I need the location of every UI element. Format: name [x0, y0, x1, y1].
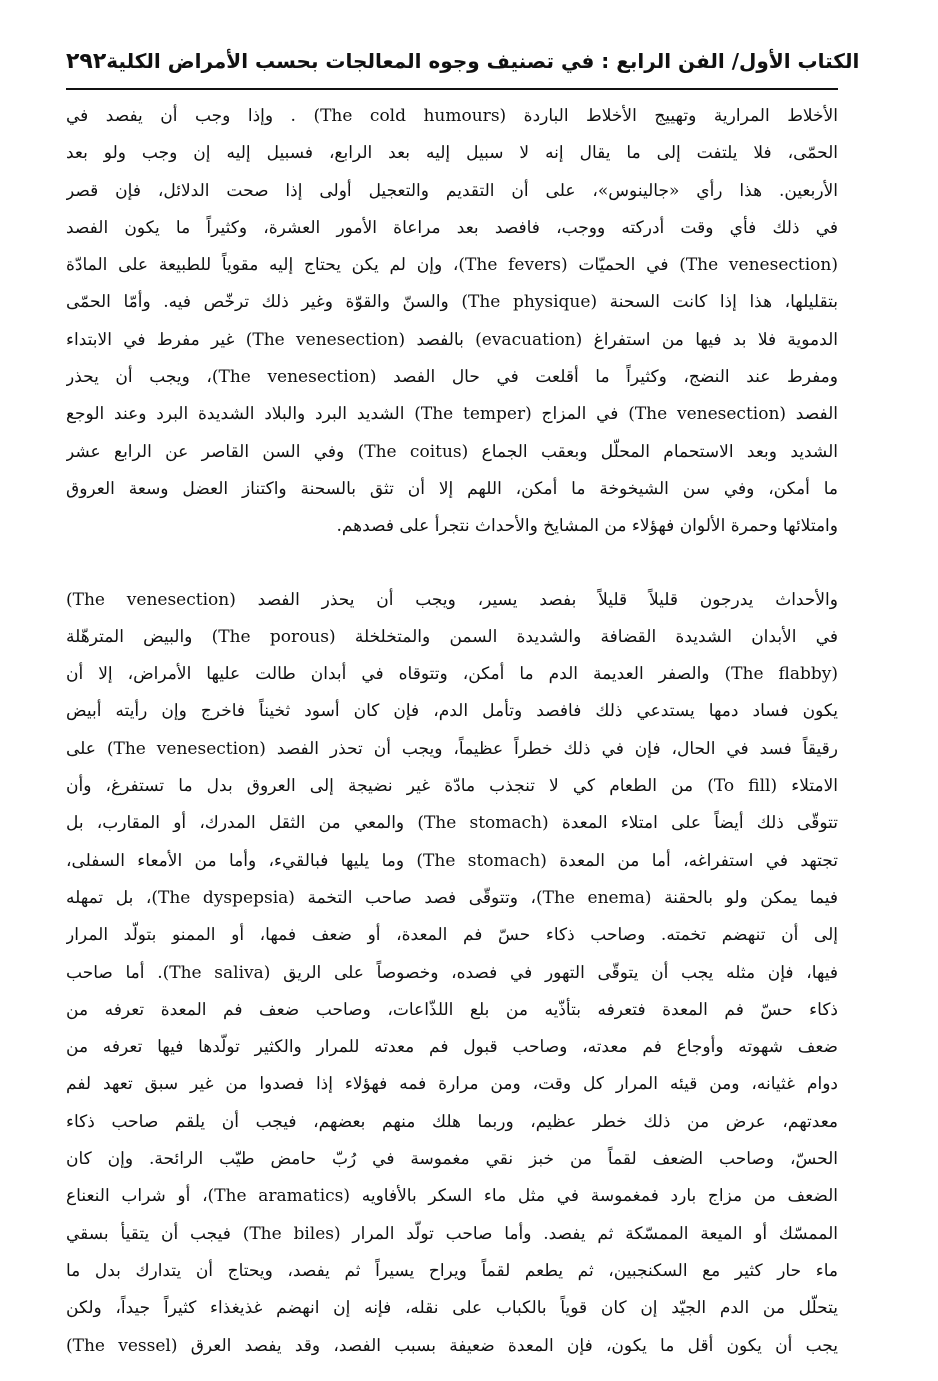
text-line: ومفرط عند النضج، وكثيراً ما أقلعت في حال الفصد (The venesection)، ويجب أن يحذر	[66, 367, 838, 388]
text-line: الممسّك أو الميعة الممسّكة ثم يفصد. وأما صاحب تولّد المرار (The biles) فيجب أن يتقيأ بسقي	[66, 1223, 838, 1244]
text-line: فيها، فإن مثله يجب أن يتوقّى التهور في فصده، وخصوصاً على الريق (The saliva). أما صاحب	[66, 962, 838, 983]
text-line: الأخلاط المرارية وتهييج الأخلاط الباردة (The cold humours) . وإذا وجب أن يفصد في	[66, 106, 838, 126]
text-line: (The venesection) في الحميّات (The fevers)، وإن لم يكن يحتاج إليه مقوياً للطبيعة على المادّة	[66, 255, 838, 276]
text-line: دوام غثيانه، ومن قيئه المرار كل وقت، ومن مرارة فمه فهؤلاء إذا فصدوا من غير سبق تعهد لفم	[66, 1074, 838, 1095]
text-line: والأحداث يدرجون قليلاً قليلاً بفصد يسير، ويجب أن يحذر الفصد (The venesection)	[66, 589, 838, 610]
text-line: الشديد وبعد الاستحمام المحلّل وبعقب الجماع (The coitus) وفي السن القاصر عن الرابع عشر	[66, 441, 838, 462]
paragraph-1	[66, 98, 838, 546]
text-line: يكون فساد دمها يستدعي ذلك فافصد وتأمل الدم، فإن كان أسود ثخيناً فاخرج وإن رأيته أبيض	[66, 701, 838, 722]
body-text	[66, 98, 838, 1365]
text-line: الفصد (The venesection) في المزاج (The temper) الشديد البرد والبلاد الشديدة البرد وعند الوجع	[66, 404, 838, 425]
text-line: الأربعين. هذا رأي «جالينوس»، على أن التقديم والتعجيل أولى إذا صحت الدلائل، فإن قصر	[66, 180, 838, 201]
text-line: الدموية فلا بد فيها من استفراغ (evacuation) بالفصد (The venesection) غير مفرط في الابتداء	[66, 329, 838, 350]
text-line: رقيقاً فسد في الحال، فإن في ذلك خطراً عظيماً، ويجب أن تحذر الفصد (The venesection) على	[66, 738, 838, 759]
text-line: في ذلك فأي وقت أدركته ووجب، فافصد بعد مراعاة الأمور العشرة، وكثيراً ما يكون الفصد	[66, 217, 838, 238]
text-line: بتقليلها، هذا إذا كانت السحنة (The physique) والسنّ والقوّة وغير ذلك ترخّص فيه. وأمّا الحمّى	[66, 292, 838, 313]
running-header	[66, 38, 860, 84]
text-line: في الأبدان الشديدة القضافة والشديدة السمن والمتخلخلة (The porous) والبيض المترهّلة	[66, 626, 838, 647]
text-line: معدتهم، عرض من ذلك خطر عظيم، وربما هلك منهم بعضهم، فيجب أن يلقم صاحب ذكاء	[66, 1111, 838, 1132]
text-line: الحمّى، فلا يلتفت إلى ما يقال إنه لا سبيل إليه بعد الرابع، فسبيل إليه إن وجب ولو بعد	[66, 143, 838, 164]
text-line: الحسّ، وصاحب الضعف لقماً من خبز نقي مغموسة في رُبّ حامض طيّب الرائحة. وإن كان	[66, 1149, 838, 1170]
text-line: ماء حار كثير مع السكنجبين، ثم يطعم لقماً ويراح يسيراً ثم يفصد، ويحتاج أن يتدارك بدل ما	[66, 1260, 838, 1281]
text-line: الضعف من مزاج بارد فمغموسة في مثل ماء السكر بالأفاويه (The aramatics)، أو شراب النعناع	[66, 1186, 838, 1207]
text-line: إلى أن تنهضم تخمته. وصاحب ذكاء حسّ فم المعدة، أو ضعف فمها، أو الممنو بتولّد المرار	[66, 925, 838, 946]
text-line: يجب أن يكون أقل ما يكون، فإن المعدة ضعيفة بسبب الفصد، وقد يفصد العرق (The vessel)	[66, 1335, 838, 1356]
text-line: يتحلّل من الدم الجيّد إن كان قوياً بالكباب على نقله، فإنه إن انهضم غذيغذاء كثيراً جيداً، ولكن	[66, 1298, 838, 1319]
page-number: ٢٩٢	[66, 48, 107, 74]
paragraph-gap	[66, 546, 838, 582]
paragraph-2	[66, 582, 838, 1365]
text-line: ما أمكن، وفي سن الشيخوخة ما أمكن، اللهم إلا أن تثق بالسحنة واكتناز العضل وسعة العروق	[66, 478, 838, 499]
text-line: ذكاء حسّ فم المعدة فتعرفه بتأذّيه من بلع اللذّاعات، وصاحب ضعف فم المعدة تعرفه من	[66, 999, 838, 1020]
text-line: وامتلائها وحمرة الألوان فهؤلاء من المشايخ والأحداث نتجرأ على فصدهم.	[336, 516, 838, 537]
text-line: (The flabby) والصفر العديمة الدم ما أمكن، وتتوقاه في أبدان طالت عليها الأمراض، إلا أن	[66, 664, 838, 685]
text-line: فيما يمكن ولو بالحقنة (The enema)، وتتوقّى فصد صاحب التخمة (The dyspepsia)، بل تمهله	[66, 887, 838, 908]
header-rule	[66, 88, 838, 90]
text-line: الامتلاء (To fill) من الطعام كي لا تنجذب مادّة غير نضيجة إلى العروق بدل ما تستفرغ، وأن	[66, 776, 838, 797]
text-line: تتوقّى ذلك أيضاً على امتلاء المعدة (The stomach) والمعي من الثقل المدرك، أو المقارب، بل	[66, 813, 838, 834]
text-line: تجتهد في استفراغه، أما من المعدة (The stomach) وما يليها فبالقيء، وأما من الأمعاء السفلى،	[66, 850, 838, 871]
running-title: الكتاب الأول/ الفن الرابع : في تصنيف وجوه المعالجات بحسب الأمراض الكلية	[106, 49, 860, 73]
text-line: ضعف شهوته وأوجاع فم معدته، وصاحب قبول فم معدته للمرار والكثير تولّدها فيها تعرفه من	[66, 1037, 838, 1058]
